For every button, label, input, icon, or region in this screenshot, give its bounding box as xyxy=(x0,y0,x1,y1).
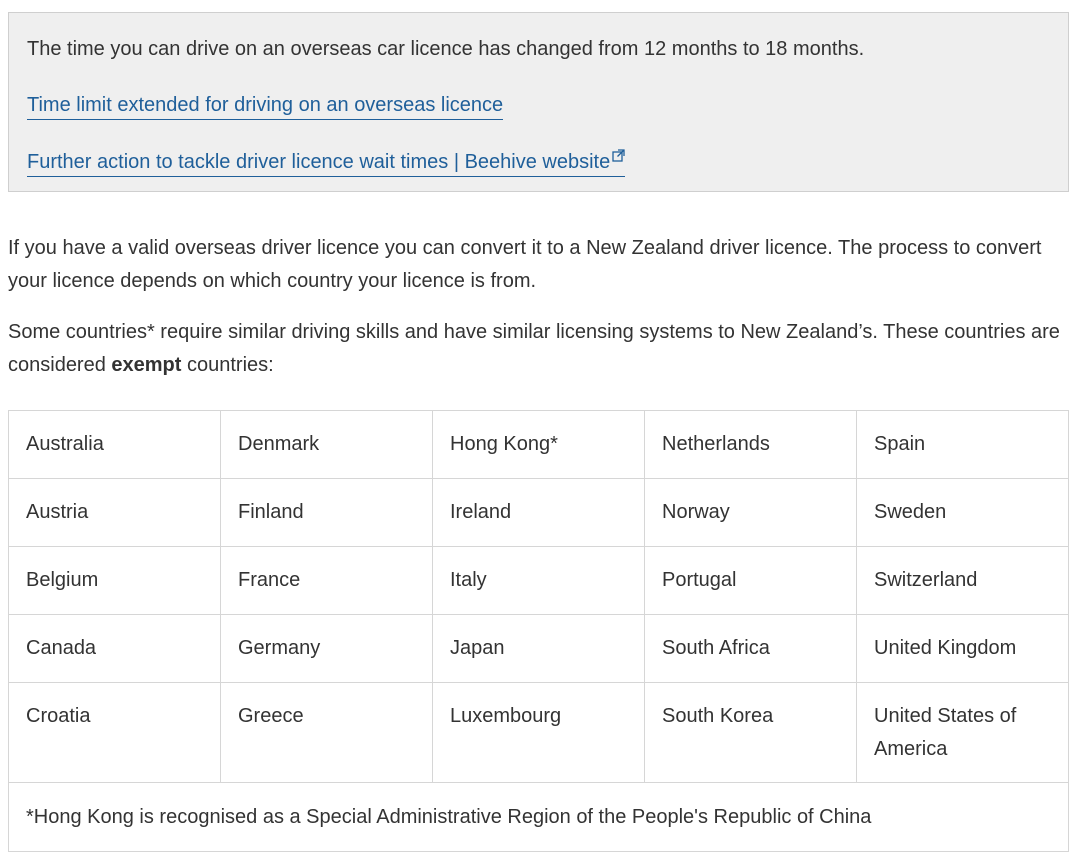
country-cell: Australia xyxy=(9,411,221,479)
country-cell: United Kingdom xyxy=(857,615,1069,683)
country-cell: France xyxy=(221,547,433,615)
country-cell: Sweden xyxy=(857,479,1069,547)
country-cell: Japan xyxy=(433,615,645,683)
country-cell: Austria xyxy=(9,479,221,547)
exempt-paragraph-end: countries: xyxy=(181,354,274,376)
notice-text: The time you can drive on an overseas car licence has changed from 12 months to 18 months. xyxy=(27,38,865,60)
intro-paragraph: If you have a valid overseas driver licence you can convert it to a New Zealand driver licence. The process to convert your licence depends on which country your licence is from. xyxy=(8,237,1042,292)
country-cell: Italy xyxy=(433,547,645,615)
notice-box xyxy=(8,12,1069,192)
table-footnote: *Hong Kong is recognised as a Special Administrative Region of the People's Republic of China xyxy=(9,783,1069,852)
table-row xyxy=(9,547,1069,615)
beehive-link[interactable] xyxy=(27,148,625,177)
country-cell: Canada xyxy=(9,615,221,683)
exempt-paragraph-start: Some countries* require similar driving skills and have similar licensing systems to New Zealand’s. These countries are considered xyxy=(8,321,1060,376)
country-cell: Finland xyxy=(221,479,433,547)
table-row xyxy=(9,615,1069,683)
table-row xyxy=(9,411,1069,479)
country-cell: Belgium xyxy=(9,547,221,615)
country-cell: Croatia xyxy=(9,683,221,783)
country-cell: South Korea xyxy=(645,683,857,783)
external-link-icon xyxy=(612,149,625,162)
table-footnote-row xyxy=(9,783,1069,852)
time-limit-link[interactable]: Time limit extended for driving on an overseas licence xyxy=(27,91,503,120)
country-cell: Denmark xyxy=(221,411,433,479)
table-row xyxy=(9,683,1069,783)
country-cell: South Africa xyxy=(645,615,857,683)
country-cell: United States of America xyxy=(857,683,1069,783)
country-cell: Switzerland xyxy=(857,547,1069,615)
country-cell: Luxembourg xyxy=(433,683,645,783)
table-row xyxy=(9,479,1069,547)
country-cell: Spain xyxy=(857,411,1069,479)
beehive-link-label: Further action to tackle driver licence wait times | Beehive website xyxy=(27,151,611,173)
main-content xyxy=(8,232,1072,400)
country-cell: Greece xyxy=(221,683,433,783)
country-cell: Portugal xyxy=(645,547,857,615)
country-cell: Germany xyxy=(221,615,433,683)
country-cell: Norway xyxy=(645,479,857,547)
country-cell: Ireland xyxy=(433,479,645,547)
exempt-paragraph xyxy=(8,316,1072,382)
exempt-keyword: exempt xyxy=(111,354,182,376)
country-cell: Netherlands xyxy=(645,411,857,479)
exempt-countries-table xyxy=(8,410,1069,852)
country-cell: Hong Kong* xyxy=(433,411,645,479)
